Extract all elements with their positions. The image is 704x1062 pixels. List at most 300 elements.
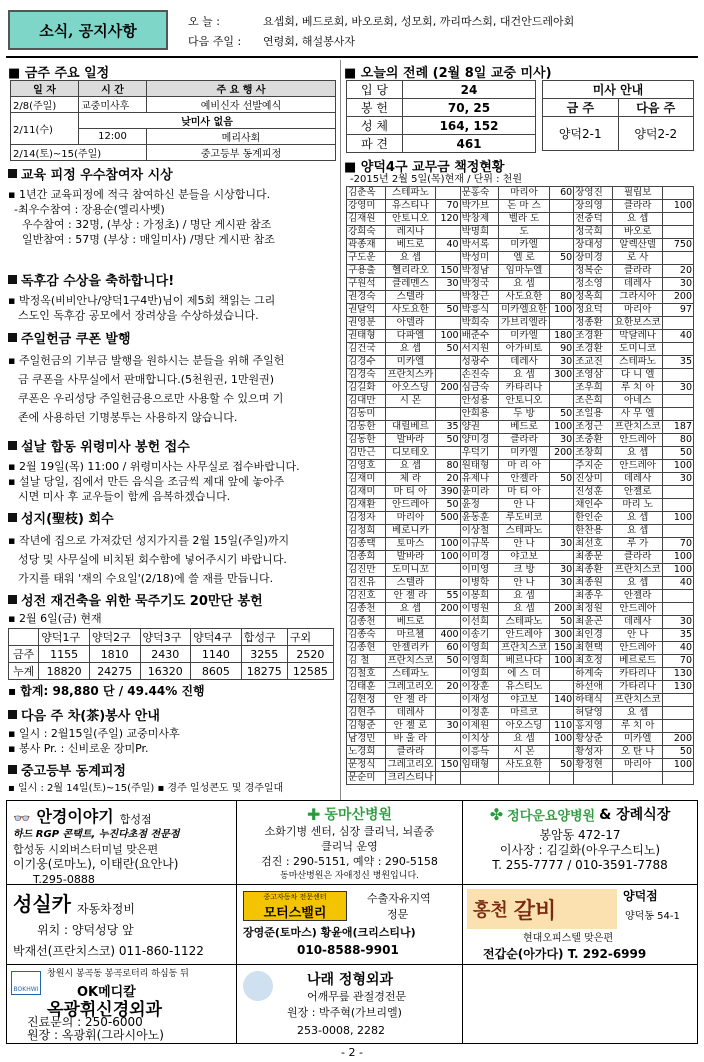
ad-line: 이사장 : 김길화(아우구스티노)	[499, 843, 661, 857]
dues-row	[347, 239, 694, 252]
dues-cell: 시 몬	[385, 395, 436, 408]
offering-value: 164, 152	[403, 117, 536, 135]
dues-cell: 이선희	[460, 616, 499, 629]
rosary-cell: 8605	[191, 663, 242, 680]
ad-line: 010-8588-9901	[297, 943, 399, 957]
mass-header: 금 주	[543, 99, 619, 117]
dues-cell: 대릴베르	[385, 421, 436, 434]
dues-cell: 안 젤 라	[385, 590, 436, 603]
schedule-cell: 예비신자 선발예식	[147, 97, 336, 113]
dues-cell: 박창근	[460, 291, 499, 304]
dues-cell: 박명희	[460, 226, 499, 239]
dues-cell: 55	[436, 590, 460, 603]
dues-row	[347, 746, 694, 759]
schedule-cell: 낮미사 없음	[79, 113, 336, 129]
dues-cell: 루 가	[612, 538, 663, 551]
dues-cell: 마리아	[612, 759, 663, 772]
dues-cell: 박성미	[460, 252, 499, 265]
dues-cell: 390	[436, 486, 460, 499]
dues-row	[347, 382, 694, 395]
dues-cell: 안드레아	[385, 499, 436, 512]
dues-cell: 90	[549, 343, 573, 356]
dues-cell	[549, 213, 573, 226]
dues-cell: 미카엘	[499, 239, 550, 252]
dues-cell	[663, 252, 694, 265]
dues-cell: 김종택	[347, 538, 386, 551]
dues-cell: 200	[436, 382, 460, 395]
dues-cell: 30	[549, 577, 573, 590]
dues-cell: 50	[549, 252, 573, 265]
today-label: 오 늘 :	[188, 15, 220, 28]
dues-row	[347, 369, 694, 382]
dues-cell: 안 젤 라	[385, 694, 436, 707]
dues-cell: 100	[436, 538, 460, 551]
dues-row	[347, 304, 694, 317]
dues-cell: 50	[549, 408, 573, 421]
dues-cell: 40	[663, 642, 694, 655]
dues-cell	[436, 616, 460, 629]
dues-cell: 성광수	[460, 356, 499, 369]
dues-cell: 안드레아	[612, 460, 663, 473]
dues-cell: 요 셉	[385, 252, 436, 265]
dues-cell: 프란치스코	[385, 655, 436, 668]
dues-cell: 요 셉	[612, 512, 663, 525]
dues-cell: 조영삼	[574, 369, 613, 382]
dues-cell: 70	[663, 538, 694, 551]
dues-cell: 클라라	[612, 551, 663, 564]
dues-cell: 황상준	[574, 733, 613, 746]
dues-cell	[663, 603, 694, 616]
dues-cell: 주지순	[574, 460, 613, 473]
rosary-header: 양덕1구	[39, 629, 90, 646]
dues-cell: 서지원	[460, 343, 499, 356]
dues-cell: 이영희	[460, 668, 499, 681]
dues-row	[347, 252, 694, 265]
header	[8, 8, 698, 52]
dues-cell: 조일용	[574, 408, 613, 421]
ad-motors-name: 모터스밸리	[263, 906, 327, 921]
mass-header: 다음 주	[618, 99, 694, 117]
section-title	[8, 328, 338, 347]
dues-cell: 안 나	[612, 629, 663, 642]
dues-cell: 엘 로	[499, 252, 550, 265]
dues-cell: 김종현	[347, 642, 386, 655]
dues-cell: 데레사	[499, 356, 550, 369]
dues-cell: 이장훈	[460, 681, 499, 694]
dues-cell: 조경환	[574, 330, 613, 343]
dues-cell	[549, 239, 573, 252]
dues-cell	[663, 369, 694, 382]
dues-cell	[549, 590, 573, 603]
dues-cell: 베르로드	[612, 655, 663, 668]
dues-cell: 50	[549, 616, 573, 629]
schedule-table	[10, 80, 336, 161]
next-label: 다음 주일 :	[188, 35, 242, 48]
dues-row	[347, 317, 694, 330]
dues-cell	[663, 213, 694, 226]
dues-cell: 30	[436, 278, 460, 291]
section-title	[8, 760, 338, 779]
section-title-text: 다음 주 차(茶)봉사 안내	[21, 709, 160, 724]
dues-cell: 베드로	[385, 239, 436, 252]
dues-cell: 80	[549, 291, 573, 304]
dues-cell: 그레고리오	[385, 759, 436, 772]
dues-cell: 마 티 아	[385, 486, 436, 499]
dues-cell: 김형준	[347, 720, 386, 733]
dues-cell: 안 젤 로	[385, 720, 436, 733]
dues-cell: 30	[663, 616, 694, 629]
dues-cell: 정종환	[574, 317, 613, 330]
rosary-header: 합성구	[241, 629, 287, 646]
dues-cell: 150	[436, 759, 460, 772]
ad-carrepair-name: 성실카	[13, 892, 71, 916]
dues-cell: 100	[549, 733, 573, 746]
dues-cell: 사도요한	[499, 759, 550, 772]
dues-row	[347, 772, 694, 785]
section-youth	[8, 760, 338, 796]
dues-cell: 장대성	[574, 239, 613, 252]
ad-nursing-name2: & 장례식장	[599, 807, 671, 823]
ad-line: 클리닉 운영	[321, 840, 378, 853]
header-badge: 소식, 공지사항	[8, 10, 168, 50]
dues-cell	[436, 772, 460, 785]
dues-cell	[549, 512, 573, 525]
section-title-text: 성전 재건축을 위한 묵주기도 20만단 봉헌	[21, 594, 263, 609]
rosary-header: 양덕3구	[140, 629, 191, 646]
rosary-cell: 24275	[89, 663, 140, 680]
dues-cell: 요 셉	[612, 213, 663, 226]
ad-hospital-name: 동마산병원	[324, 807, 393, 823]
dues-cell: 레지나	[385, 226, 436, 239]
dues-cell: 40	[663, 577, 694, 590]
dues-cell: 클레멘스	[385, 278, 436, 291]
dues-cell	[549, 707, 573, 720]
dues-cell: 요 셉	[499, 733, 550, 746]
dues-cell: 안토니오	[385, 213, 436, 226]
dues-cell: 필립보	[612, 187, 663, 200]
dues-cell: 도미니꼬	[385, 564, 436, 577]
dues-cell: 안 나	[499, 577, 550, 590]
schedule-header: 주 요 행 사	[147, 81, 336, 97]
ad-line: 수출자유지역	[367, 892, 431, 905]
dues-cell: 최종원	[574, 577, 613, 590]
dues-cell: 20	[436, 681, 460, 694]
dues-cell: 최종우	[574, 590, 613, 603]
dues-cell: 미카엘	[499, 447, 550, 460]
section-title-text: 중고등부 동계피정	[21, 764, 126, 779]
dues-cell: 30	[549, 538, 573, 551]
dues-cell: 요 셉	[612, 577, 663, 590]
dues-cell: 황성자	[574, 746, 613, 759]
dues-cell: 프란치스코	[612, 694, 663, 707]
dues-cell: 권태형	[347, 330, 386, 343]
dues-cell: 권경숙	[347, 291, 386, 304]
dues-cell	[436, 525, 460, 538]
dues-cell: 두 방	[499, 408, 550, 421]
rosary-cell: 금주	[9, 646, 39, 663]
dues-cell	[549, 499, 573, 512]
dues-cell: 최현택	[574, 642, 613, 655]
dues-cell: 체 라	[385, 473, 436, 486]
dues-cell: 베르나다	[499, 655, 550, 668]
schedule-cell: 중고등부 동계피정	[147, 145, 336, 161]
dues-cell: 문순미	[347, 772, 386, 785]
dues-cell: 안드레아	[612, 434, 663, 447]
dues-cell: 장영진	[574, 187, 613, 200]
dues-cell: 프란치스코	[612, 564, 663, 577]
dues-cell: 30	[436, 720, 460, 733]
dues-cell: 채인수	[574, 499, 613, 512]
dues-cell: 발바라	[385, 551, 436, 564]
dues-cell: 200	[663, 733, 694, 746]
dues-cell: 500	[436, 512, 460, 525]
dues-cell: 35	[436, 421, 460, 434]
dues-cell	[436, 447, 460, 460]
dues-cell: 이미영	[460, 564, 499, 577]
dues-cell: 마리아	[385, 512, 436, 525]
dues-cell	[549, 551, 573, 564]
dues-cell: 이재성	[460, 694, 499, 707]
dues-cell: 70	[436, 200, 460, 213]
dues-cell: 그레고리오	[385, 681, 436, 694]
dues-cell: 이미경	[460, 551, 499, 564]
ad-line: 현대오피스텔 맞은편	[523, 933, 614, 944]
rosary-cell: 18275	[241, 663, 287, 680]
dues-cell: 프란치스카	[385, 369, 436, 382]
dues-row	[347, 720, 694, 733]
bullet-square-icon	[8, 595, 17, 604]
dues-cell: 최호정	[574, 655, 613, 668]
dues-cell	[663, 772, 694, 785]
dues-cell: 조우희	[574, 382, 613, 395]
dues-cell: 크리스티나	[385, 772, 436, 785]
dues-cell	[436, 746, 460, 759]
dues-row	[347, 447, 694, 460]
offering-value: 461	[403, 135, 536, 153]
dues-cell	[663, 343, 694, 356]
ad-orthopedic	[237, 965, 463, 1043]
dues-row	[347, 499, 694, 512]
dues-row	[347, 668, 694, 681]
rosary-cell: 12585	[287, 663, 333, 680]
dues-cell: 문정식	[347, 759, 386, 772]
dues-cell: 안드레아	[612, 603, 663, 616]
next-value: 연령회, 해설봉사자	[263, 35, 356, 48]
dues-cell: 임태형	[460, 759, 499, 772]
dues-cell: 프란치스코	[499, 642, 550, 655]
dues-cell: 디모테오	[385, 447, 436, 460]
dues-cell: 곽종재	[347, 239, 386, 252]
left-sections	[8, 164, 338, 796]
section-title-text: 교육 피정 우수참여자 시상	[21, 168, 173, 183]
dues-cell	[612, 772, 663, 785]
ad-line: 박재선(프란치스코) 011-860-1122	[13, 944, 204, 958]
dues-cell: 최선호	[574, 538, 613, 551]
dues-cell: 김경숙	[347, 369, 386, 382]
dues-cell: 윤미라	[460, 486, 499, 499]
dues-cell	[549, 746, 573, 759]
dues-cell: 50	[663, 447, 694, 460]
ad-glasses-sub: 합성점	[119, 813, 152, 826]
ad-ok	[7, 965, 237, 1043]
dues-cell: 정요덕	[574, 304, 613, 317]
dues-row	[347, 291, 694, 304]
section-line: 우수참여 : 32명, (부상 : 가정초) / 명단 게시판 참조	[22, 218, 272, 231]
offering-table	[346, 80, 536, 153]
dues-cell: 임마누엘	[499, 265, 550, 278]
dues-cell: 김정자	[347, 512, 386, 525]
section-tea	[8, 705, 338, 756]
dues-row	[347, 434, 694, 447]
rosary-total: ▪ 합계: 98,880 단 / 49.44% 진행	[8, 684, 205, 698]
dues-cell: 30	[663, 382, 694, 395]
rosary-header	[9, 629, 39, 646]
dues-cell: 이흥득	[460, 746, 499, 759]
dues-cell: 김동한	[347, 421, 386, 434]
ad-nursing-name: 정다운요양병원	[507, 808, 596, 824]
dues-cell: 클라라	[612, 265, 663, 278]
dues-cell: 벨라 도	[499, 213, 550, 226]
dues-cell	[436, 668, 460, 681]
dues-cell: 300	[549, 629, 573, 642]
dues-cell	[663, 499, 694, 512]
dues-cell: 100	[663, 512, 694, 525]
dues-cell: 유제나	[460, 473, 499, 486]
dues-cell: 루도비코	[499, 512, 550, 525]
ad-hospital-header	[243, 804, 456, 824]
dues-cell: 80	[663, 434, 694, 447]
section-title	[8, 508, 338, 527]
dues-cell	[663, 408, 694, 421]
dues-cell: 안 나	[499, 499, 550, 512]
dues-cell: 허달영	[574, 707, 613, 720]
dues-row	[347, 616, 694, 629]
ad-blank	[463, 965, 697, 1043]
dues-cell	[436, 707, 460, 720]
dues-cell: 크 방	[499, 564, 550, 577]
dues-cell: 진상미	[574, 473, 613, 486]
dues-cell: 김진유	[347, 577, 386, 590]
section-line: 스도인 독후감 공모에서 장려상을 수상하셨습니다.	[18, 309, 259, 322]
dues-cell: 요 셉	[499, 590, 550, 603]
section-memorial	[8, 436, 338, 508]
ad-galbi-name: 갈비	[513, 897, 557, 924]
dues-table-container	[346, 186, 694, 796]
dues-cell: 50	[663, 746, 694, 759]
ad-line: 위치 : 양덕성당 앞	[37, 923, 134, 937]
section-line: 시면 미사 후 교우들이 함께 음복하겠습니다.	[18, 490, 231, 503]
dues-cell	[549, 772, 573, 785]
dues-cell: 100	[663, 564, 694, 577]
dues-cell: 마리아	[612, 304, 663, 317]
dues-cell: 김 철	[347, 655, 386, 668]
dues-cell: 강영미	[347, 200, 386, 213]
dues-row	[347, 733, 694, 746]
offering-label: 입 당	[347, 81, 403, 99]
doctor-icon	[243, 971, 273, 1001]
dues-cell: 200	[549, 447, 573, 460]
dues-cell	[436, 694, 460, 707]
bullet-square-icon	[8, 710, 17, 719]
rosary-cell: 2430	[140, 646, 191, 663]
dues-cell: 정복순	[574, 265, 613, 278]
offering-label: 파 견	[347, 135, 403, 153]
dues-row	[347, 226, 694, 239]
dues-cell: 김건국	[347, 343, 386, 356]
dues-cell: 알렉산델	[612, 239, 663, 252]
dues-cell	[549, 486, 573, 499]
dues-cell: 30	[663, 473, 694, 486]
dues-cell	[436, 291, 460, 304]
dues-cell: 베로니카	[385, 525, 436, 538]
dues-cell: 토마스	[385, 538, 436, 551]
rosary-table	[8, 628, 334, 680]
dues-cell	[385, 408, 436, 421]
clover-icon: ✤	[489, 804, 504, 824]
dues-cell: 한인순	[574, 512, 613, 525]
dues-cell: 오 탄 나	[612, 746, 663, 759]
dues-cell: 막달레나	[612, 330, 663, 343]
dues-cell: 정옥희	[574, 291, 613, 304]
dues-cell	[549, 382, 573, 395]
rosary-cell: 1810	[89, 646, 140, 663]
section-title-text: 설날 합동 위령미사 봉헌 접수	[21, 440, 190, 455]
dues-cell: 400	[436, 629, 460, 642]
dues-cell: 프란치스코	[612, 421, 663, 434]
schedule-title: ■ 금주 주요 일정	[8, 66, 110, 81]
dues-cell: 로 사	[612, 252, 663, 265]
section-coupon	[8, 328, 338, 436]
dues-cell	[549, 317, 573, 330]
section-line: -최우수참여 : 장용순(엘리사벳)	[14, 203, 165, 216]
dues-cell: 김춘옥	[347, 187, 386, 200]
dues-cell: 박서록	[460, 239, 499, 252]
ad-line: 하드 RGP 콘택트, 누진다초점 전문점	[13, 829, 180, 840]
section-title	[8, 164, 338, 183]
section-line: ▪ 1년간 교육피정에 적극 참여하신 분들을 시상합니다.	[8, 188, 271, 201]
dues-cell	[436, 356, 460, 369]
dues-cell: 에 스 더	[499, 668, 550, 681]
dues-cell: 안젤로	[612, 486, 663, 499]
ad-line: 이기웅(로마노), 이태란(요안나)	[13, 857, 179, 871]
dues-cell: 안희용	[460, 408, 499, 421]
dues-cell: 권영분	[347, 317, 386, 330]
ad-orthopedic-name: 나래 정형외과	[307, 972, 394, 988]
dues-subtitle: -2015년 2월 5일(목)현재 / 단위 : 천원	[350, 174, 522, 185]
dues-cell: 야고보	[499, 551, 550, 564]
dues-cell: 조은희	[574, 395, 613, 408]
dues-cell: 40	[436, 239, 460, 252]
dues-cell: 다 니 엘	[612, 369, 663, 382]
ad-line: 정문	[387, 908, 409, 921]
dues-cell: 70	[663, 655, 694, 668]
dues-cell: 바오로	[612, 226, 663, 239]
dues-row	[347, 642, 694, 655]
section-line: ▪ 2월 19일(목) 11:00 / 위령미사는 사무실로 접수바랍니다.	[8, 460, 300, 473]
medical-cross-icon: ✚	[306, 804, 321, 824]
dues-cell: 50	[549, 473, 573, 486]
dues-cell: 60	[436, 642, 460, 655]
dues-cell: 아델라	[385, 317, 436, 330]
dues-cell: 이상철	[460, 525, 499, 538]
dues-cell: 돈 마 스	[499, 200, 550, 213]
dues-cell: 조창희	[574, 447, 613, 460]
ad-line: 봉암동 472-17	[539, 828, 621, 842]
rosary-cell: 18820	[39, 663, 90, 680]
dues-cell: 130	[663, 681, 694, 694]
dues-cell	[436, 577, 460, 590]
dues-cell: 헬리라오	[385, 265, 436, 278]
